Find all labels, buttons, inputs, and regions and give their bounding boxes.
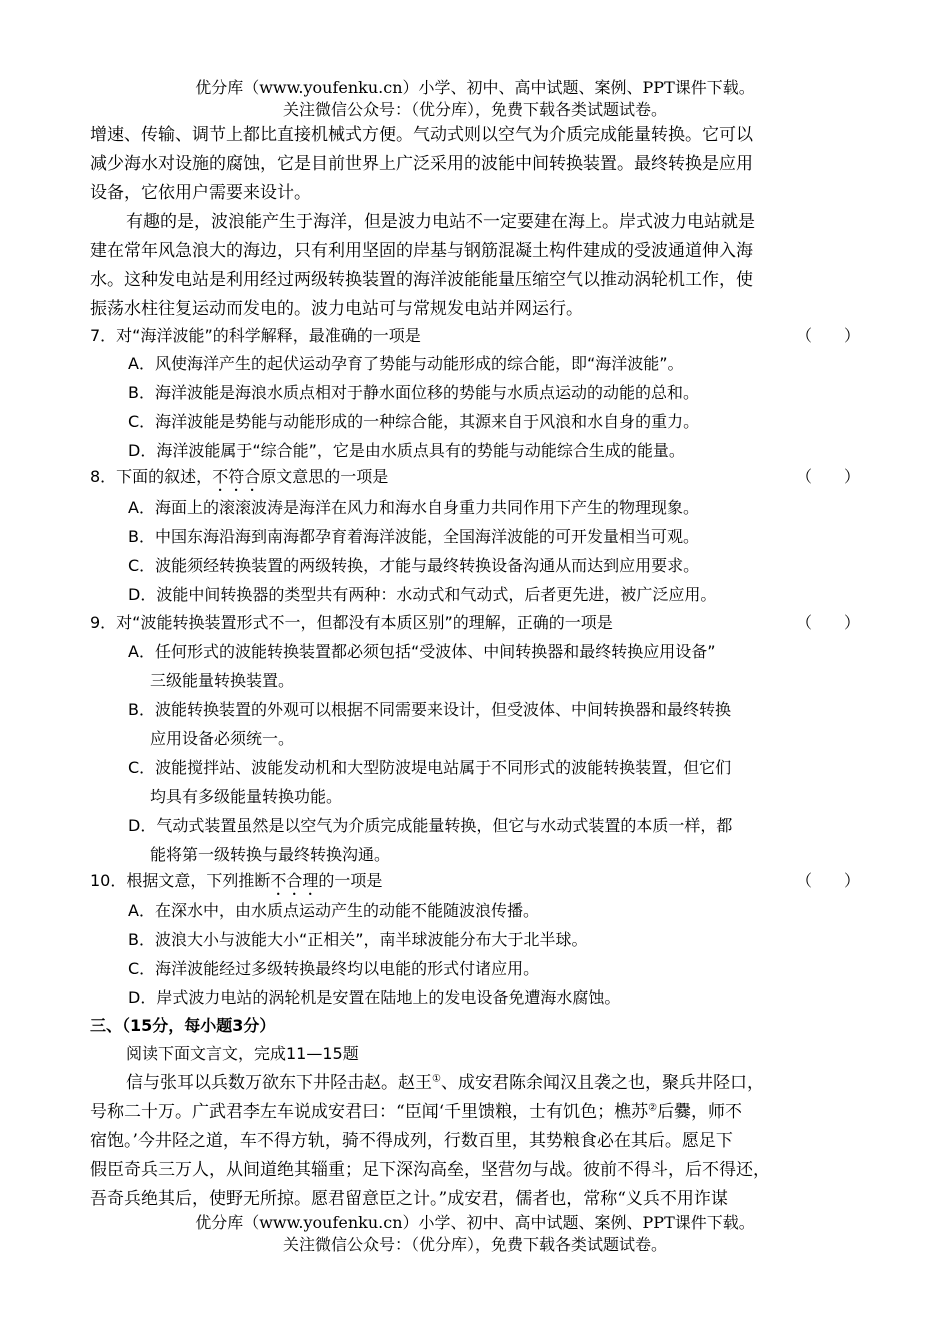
classical-line: 宿饱。’今井陉之道，车不得方轨，骑不得成列，行数百里，其势粮食必在其后。愿足下 <box>90 1131 733 1151</box>
classical-text: 、成安君陈余闻汉且袭之也，聚兵井陉口， <box>440 1073 764 1093</box>
q10-option-d: D．岸式波力电站的涡轮机是安置在陆地上的发电设备免遭海水腐蚀。 <box>128 988 621 1007</box>
q10-option-c: C．海洋波能经过多级转换最终均以电能的形式付诸应用。 <box>128 959 540 978</box>
question-10-stem <box>90 870 860 899</box>
q9-option-c-cont: 均具有多级能量转换功能。 <box>150 787 343 806</box>
passage-line: 减少海水对设施的腐蚀，它是目前世界上广泛采用的波能中间转换装置。最终转换是应用 <box>90 154 753 174</box>
section-3-title: 三、（15分，每小题3分） <box>90 1016 276 1035</box>
q9-option-c: C．波能搅拌站、波能发动机和大型防波堤电站属于不同形式的波能转换装置，但它们 <box>128 758 732 777</box>
answer-blank: （ ） <box>796 326 861 345</box>
answer-blank: （ ） <box>796 613 861 632</box>
question-9-stem: 9．对“波能转换装置形式不一，但都没有本质区别”的理解，正确的一项是 <box>90 613 613 632</box>
q9-option-a-cont: 三级能量转换装置。 <box>150 671 295 690</box>
passage-line: 增速、传输、调节上都比直接机械式方便。气动式则以空气为介质完成能量转换。它可以 <box>90 125 753 145</box>
q8-stem-pre: 8．下面的叙述， <box>90 467 213 486</box>
answer-blank: （ ） <box>796 871 861 890</box>
classical-line <box>90 1101 860 1123</box>
passage-line: 水。这种发电站是利用经过两级转换装置的海洋波能能量压缩空气以推动涡轮机工作，使 <box>90 270 753 290</box>
footnote-marker: ① <box>432 1073 441 1085</box>
passage-line: 建在常年风急浪大的海边，只有利用坚固的岸基与钢筋混凝土构件建成的受波通道伸入海 <box>90 241 753 261</box>
q10-stem-post: 的一项是 <box>318 871 383 890</box>
footer-line-1: 优分库（www.youfenku.cn）小学、初中、高中试题、案例、PPT课件下载。 <box>195 1213 755 1232</box>
q10-stem-emphasis: 不合理 <box>270 871 319 890</box>
q9-option-d: D．气动式装置虽然是以空气为介质完成能量转换，但它与水动式装置的本质一样，都 <box>128 816 733 835</box>
classical-line: 假臣奇兵三万人，从间道绝其辎重；足下深沟高垒，坚营勿与战。彼前不得斗，后不得还， <box>90 1160 770 1180</box>
classical-line: 吾奇兵绝其后，使野无所掠。愿君留意臣之计。”成安君，儒者也，常称“义兵不用诈谋 <box>90 1189 728 1209</box>
header-line-2: 关注微信公众号：（优分库），免费下载各类试题试卷。 <box>282 100 667 119</box>
q8-option-b: B．中国东海沿海到南海都孕育着海洋波能，全国海洋波能的可开发量相当可观。 <box>128 527 699 546</box>
header-line-1: 优分库（www.youfenku.cn）小学、初中、高中试题、案例、PPT课件下载。 <box>195 78 755 97</box>
q7-option-a: A．风使海洋产生的起伏运动孕育了势能与动能形成的综合能，即“海洋波能”。 <box>128 354 684 373</box>
classical-text: 信与张耳以兵数万欲东下井陉击赵。赵王 <box>126 1073 432 1093</box>
answer-blank: （ ） <box>796 467 861 486</box>
q8-option-a: A．海面上的滚滚波涛是海洋在风力和海水自身重力共同作用下产生的物理现象。 <box>128 498 699 517</box>
passage-line: 振荡水柱往复运动而发电的。波力电站可与常规发电站并网运行。 <box>90 299 583 319</box>
q7-option-b: B．海洋波能是海浪水质点相对于静水面位移的势能与水质点运动的动能的总和。 <box>128 383 699 402</box>
q8-stem-post: 原文意思的一项是 <box>260 467 389 486</box>
q8-option-d: D．波能中间转换器的类型共有两种：水动式和气动式，后者更先进，被广泛应用。 <box>128 585 717 604</box>
q10-stem-pre: 10．根据文意，下列推断 <box>90 871 271 890</box>
q8-stem-emphasis: 不符合 <box>212 467 261 486</box>
section-3-instruction: 阅读下面文言文，完成11—15题 <box>126 1044 359 1063</box>
q10-option-a: A．在深水中，由水质点运动产生的动能不能随波浪传播。 <box>128 901 539 920</box>
q7-option-d: D．海洋波能属于“综合能”，它是由水质点具有的势能与动能综合生成的能量。 <box>128 441 685 460</box>
q9-option-b: B．波能转换装置的外观可以根据不同需要来设计，但受波体、中间转换器和最终转换 <box>128 700 731 719</box>
q9-option-a: A．任何形式的波能转换装置都必须包括“受波体、中间转换器和最终转换应用设备” <box>128 642 716 661</box>
question-8-stem <box>90 466 860 495</box>
q7-option-c: C．海洋波能是势能与动能形成的一种综合能，其源来自于风浪和水自身的重力。 <box>128 412 700 431</box>
classical-line <box>126 1072 896 1094</box>
question-7-stem: 7．对“海洋波能”的科学解释，最准确的一项是 <box>90 326 421 345</box>
classical-text: 后爨，师不 <box>657 1102 743 1122</box>
passage-line: 有趣的是，波浪能产生于海洋，但是波力电站不一定要建在海上。岸式波力电站就是 <box>126 212 755 232</box>
q10-option-b: B．波浪大小与波能大小“正相关”，南半球波能分布大于北半球。 <box>128 930 588 949</box>
q9-option-d-cont: 能将第一级转换与最终转换沟通。 <box>150 845 391 864</box>
footnote-marker: ② <box>648 1102 658 1114</box>
q8-option-c: C．波能须经转换装置的两级转换，才能与最终转换设备沟通从而达到应用要求。 <box>128 556 700 575</box>
classical-text: 号称二十万。广武君李左车说成安君曰：“臣闻‘千里馈粮，士有饥色；樵苏 <box>90 1102 649 1122</box>
q9-option-b-cont: 应用设备必须统一。 <box>150 729 295 748</box>
footer-line-2: 关注微信公众号：（优分库），免费下载各类试题试卷。 <box>282 1235 667 1254</box>
passage-line: 设备，它依用户需要来设计。 <box>90 183 311 203</box>
